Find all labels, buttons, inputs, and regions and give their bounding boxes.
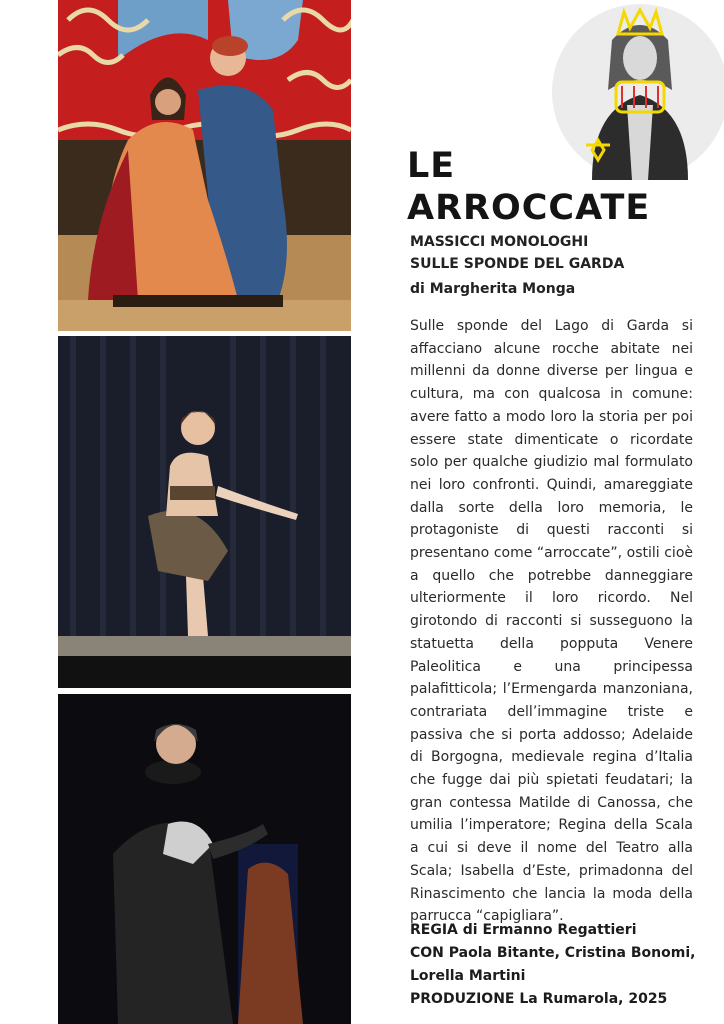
stage-photo-1 xyxy=(58,0,351,331)
subtitle-line-2: SULLE SPONDE DEL GARDA xyxy=(410,256,625,272)
author-credit: di Margherita Monga xyxy=(410,281,576,297)
stage-photo-2 xyxy=(58,336,351,688)
title-line-1: LE xyxy=(407,146,456,186)
photo-actress-with-cutout xyxy=(58,0,351,331)
show-subtitle xyxy=(410,231,710,275)
credit-cast-continued: Lorella Martini xyxy=(410,968,526,984)
subtitle-line-1: MASSICCI MONOLOGHI xyxy=(410,234,589,250)
credit-cast: CON Paola Bitante, Cristina Bonomi, xyxy=(410,945,696,961)
credit-director: REGIA di Ermanno Regattieri xyxy=(410,922,637,938)
synopsis-paragraph: Sulle sponde del Lago di Garda si affacciano alcune rocche abitate nei millenni da donne diverse per lingua e cultura, ma con qualcosa in comune: avere fatto a modo loro la storia per poi essere state dimenticate o ricordate solo per qualche giudizio mal formulato nei loro confronti. Quindi, amareggiate dalla sorte della loro memoria, le protagoniste di questi racconti si presentano come “arroccate”, ostili cioè a quello che potrebbe danneggiare ulteriormente il loro ricordo. Nel girotondo di racconti si susseguono la statuetta della popputa Venere Paleolitica e una principessa palafitticola; l’Ermengarda manzoniana, contrariata dell’immagine triste e passiva che si porta addosso; Adelaide di Borgogna, medievale regina d’Italia che fugge dai più spietati feudatari; la gran contessa Matilde di Canossa, che umilia l’imperatore; Regina della Scala a cui si deve il nome del Teatro alla Scala; Isabella d’Este, primadonna del Rinascimento che lancia la moda della parrucca “capigliara”. xyxy=(410,318,693,925)
photo-actress-on-stage xyxy=(58,336,351,688)
title-line-2: ARROCCATE xyxy=(407,188,651,228)
show-title xyxy=(407,145,707,229)
credit-production: PRODUZIONE La Rumarola, 2025 xyxy=(410,991,668,1007)
photo-actress-in-black xyxy=(58,694,351,1024)
stage-photo-3 xyxy=(58,694,351,1024)
production-credits xyxy=(410,919,710,1011)
